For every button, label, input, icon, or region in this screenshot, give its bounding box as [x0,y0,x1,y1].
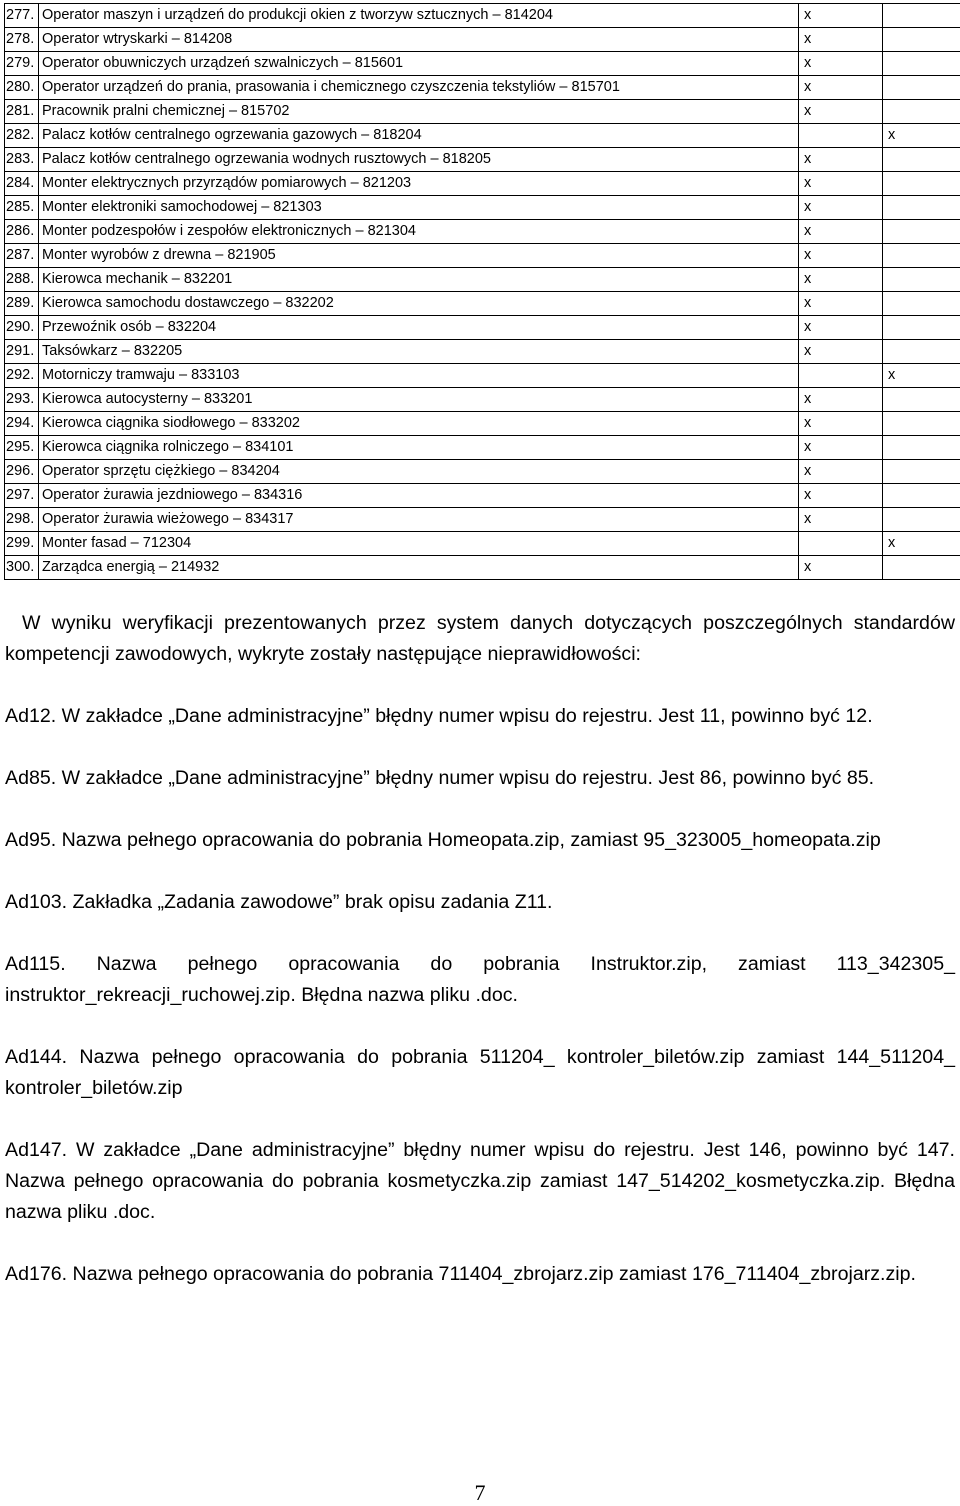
mark-column-1: x [799,52,883,76]
mark-column-1: x [799,388,883,412]
row-number: 286. [5,220,39,244]
occupation-name: Kierowca autocysterny – 833201 [39,388,799,412]
mark-column-2 [883,340,960,364]
mark-column-2 [883,268,960,292]
mark-column-2: x [883,532,960,556]
table-row [5,28,960,52]
note-item: Ad12. W zakładce „Dane administracyjne” błędny numer wpisu do rejestru. Jest 11, powinno być 12. [5,701,955,732]
row-number: 287. [5,244,39,268]
mark-column-1: x [799,76,883,100]
mark-column-2 [883,28,960,52]
table-row [5,388,960,412]
note-item: Ad147. W zakładce „Dane administracyjne” błędny numer wpisu do rejestru. Jest 146, powinno być 147. Nazwa pełnego opracowania do pobrania kosmetyczka.zip zamiast 147_514202_kosmetyczka.zip. Błędna nazwa pliku .doc. [5,1135,955,1228]
table-row [5,172,960,196]
mark-column-1: x [799,484,883,508]
mark-column-1: x [799,508,883,532]
mark-column-2 [883,436,960,460]
mark-column-2 [883,52,960,76]
note-item: Ad176. Nazwa pełnego opracowania do pobrania 711404_zbrojarz.zip zamiast 176_711404_zbrojarz.zip. [5,1259,955,1290]
occupation-name: Operator maszyn i urządzeń do produkcji okien z tworzyw sztucznych – 814204 [39,4,799,28]
table-row [5,436,960,460]
table-row [5,76,960,100]
table-row [5,364,960,388]
occupation-name: Palacz kotłów centralnego ogrzewania gazowych – 818204 [39,124,799,148]
mark-column-1: x [799,196,883,220]
table-row [5,316,960,340]
mark-column-2 [883,100,960,124]
table-row [5,268,960,292]
mark-column-2 [883,4,960,28]
table-row [5,340,960,364]
occupations-table [4,3,960,580]
note-item: Ad85. W zakładce „Dane administracyjne” błędny numer wpisu do rejestru. Jest 86, powinno być 85. [5,763,955,794]
row-number: 296. [5,460,39,484]
mark-column-2 [883,508,960,532]
row-number: 283. [5,148,39,172]
row-number: 292. [5,364,39,388]
table-row [5,4,960,28]
table-row [5,220,960,244]
occupation-name: Operator sprzętu ciężkiego – 834204 [39,460,799,484]
mark-column-1: x [799,340,883,364]
occupation-name: Kierowca ciągnika siodłowego – 833202 [39,412,799,436]
row-number: 297. [5,484,39,508]
row-number: 282. [5,124,39,148]
table-row [5,484,960,508]
mark-column-2 [883,388,960,412]
occupation-name: Palacz kotłów centralnego ogrzewania wodnych rusztowych – 818205 [39,148,799,172]
occupation-name: Zarządca energią – 214932 [39,556,799,580]
notes-intro: W wyniku weryfikacji prezentowanych przez system danych dotyczących poszczególnych standardów kompetencji zawodowych, wykryte zostały następujące nieprawidłowości: [5,608,955,670]
table-row [5,148,960,172]
row-number: 284. [5,172,39,196]
table-row [5,124,960,148]
occupation-name: Taksówkarz – 832205 [39,340,799,364]
table-row [5,100,960,124]
row-number: 277. [5,4,39,28]
mark-column-1 [799,364,883,388]
mark-column-1: x [799,100,883,124]
page-number: 7 [0,1480,960,1506]
occupation-name: Operator żurawia wieżowego – 834317 [39,508,799,532]
mark-column-2 [883,316,960,340]
table-row [5,556,960,580]
note-item: Ad144. Nazwa pełnego opracowania do pobrania 511204_ kontroler_biletów.zip zamiast 144_511204_ kontroler_biletów.zip [5,1042,955,1104]
mark-column-2 [883,292,960,316]
occupation-name: Pracownik pralni chemicznej – 815702 [39,100,799,124]
table-row [5,196,960,220]
occupation-name: Operator urządzeń do prania, prasowania i chemicznego czyszczenia tekstyliów – 815701 [39,76,799,100]
row-number: 291. [5,340,39,364]
mark-column-1: x [799,556,883,580]
occupation-name: Operator wtryskarki – 814208 [39,28,799,52]
occupation-name: Przewoźnik osób – 832204 [39,316,799,340]
occupation-name: Kierowca samochodu dostawczego – 832202 [39,292,799,316]
mark-column-2 [883,220,960,244]
occupation-name: Monter wyrobów z drewna – 821905 [39,244,799,268]
row-number: 293. [5,388,39,412]
row-number: 294. [5,412,39,436]
mark-column-1: x [799,412,883,436]
mark-column-1: x [799,268,883,292]
occupation-name: Monter podzespołów i zespołów elektronicznych – 821304 [39,220,799,244]
occupation-name: Kierowca mechanik – 832201 [39,268,799,292]
occupation-name: Operator żurawia jezdniowego – 834316 [39,484,799,508]
table-row [5,244,960,268]
mark-column-1: x [799,28,883,52]
row-number: 299. [5,532,39,556]
mark-column-2 [883,460,960,484]
mark-column-1: x [799,244,883,268]
note-item: Ad103. Zakładka „Zadania zawodowe” brak opisu zadania Z11. [5,887,955,918]
occupation-name: Monter elektrycznych przyrządów pomiarowych – 821203 [39,172,799,196]
note-item: Ad115. Nazwa pełnego opracowania do pobrania Instruktor.zip, zamiast 113_342305_ instruktor_rekreacji_ruchowej.zip. Błędna nazwa pliku .doc. [5,949,955,1011]
mark-column-1: x [799,172,883,196]
row-number: 295. [5,436,39,460]
occupation-name: Monter elektroniki samochodowej – 821303 [39,196,799,220]
row-number: 289. [5,292,39,316]
mark-column-1: x [799,220,883,244]
row-number: 278. [5,28,39,52]
row-number: 288. [5,268,39,292]
mark-column-1 [799,124,883,148]
mark-column-1: x [799,436,883,460]
occupations-table-body [5,4,960,580]
mark-column-1: x [799,148,883,172]
occupation-name: Monter fasad – 712304 [39,532,799,556]
table-row [5,532,960,556]
mark-column-1: x [799,316,883,340]
row-number: 285. [5,196,39,220]
mark-column-2 [883,484,960,508]
note-item: Ad95. Nazwa pełnego opracowania do pobrania Homeopata.zip, zamiast 95_323005_homeopata.zip [5,825,955,856]
mark-column-1: x [799,460,883,484]
row-number: 279. [5,52,39,76]
mark-column-1: x [799,292,883,316]
mark-column-2 [883,172,960,196]
row-number: 298. [5,508,39,532]
mark-column-2 [883,76,960,100]
table-row [5,508,960,532]
mark-column-2: x [883,364,960,388]
occupation-name: Kierowca ciągnika rolniczego – 834101 [39,436,799,460]
mark-column-2 [883,196,960,220]
row-number: 290. [5,316,39,340]
mark-column-2 [883,412,960,436]
mark-column-2 [883,148,960,172]
mark-column-2 [883,244,960,268]
row-number: 281. [5,100,39,124]
table-row [5,412,960,436]
row-number: 300. [5,556,39,580]
mark-column-2 [883,556,960,580]
mark-column-2: x [883,124,960,148]
table-row [5,52,960,76]
verification-notes [5,608,955,1290]
mark-column-1 [799,532,883,556]
occupation-name: Operator obuwniczych urządzeń szwalniczych – 815601 [39,52,799,76]
mark-column-1: x [799,4,883,28]
table-row [5,460,960,484]
row-number: 280. [5,76,39,100]
occupation-name: Motorniczy tramwaju – 833103 [39,364,799,388]
table-row [5,292,960,316]
